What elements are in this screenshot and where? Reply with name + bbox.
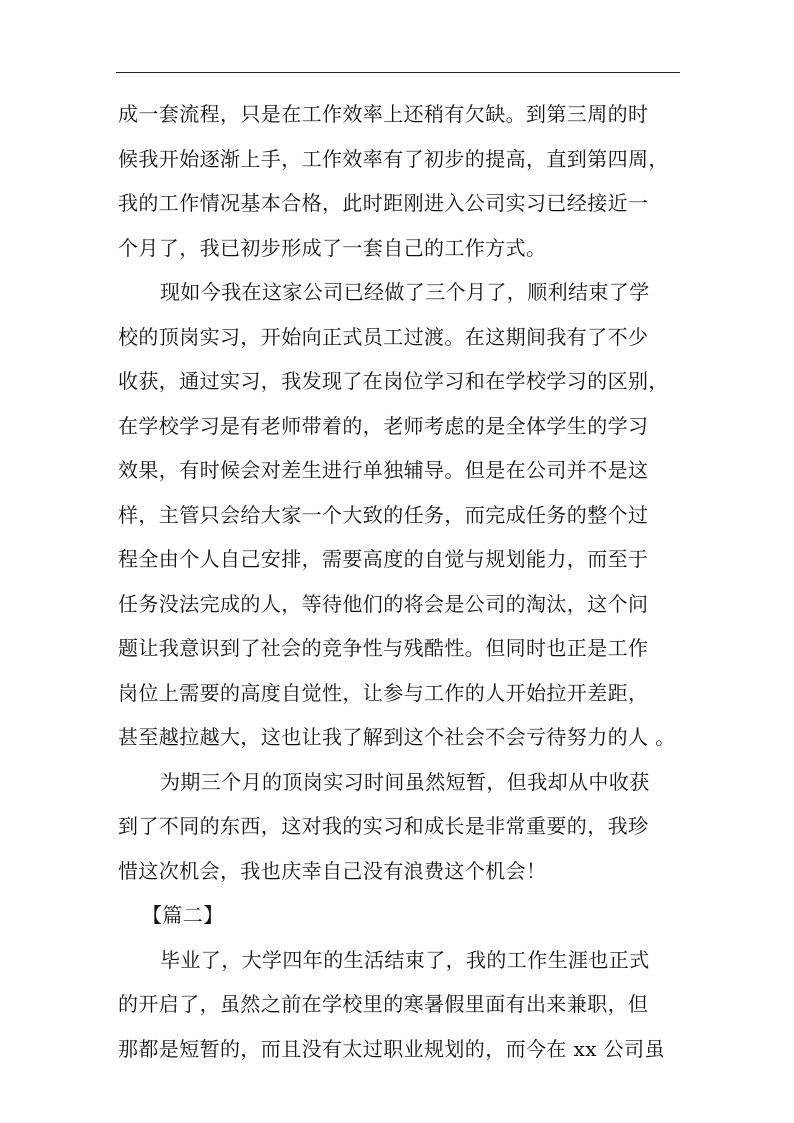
paragraph-first-line: 现如今我在这家公司已经做了三个月了，顺利结束了学 xyxy=(160,280,650,304)
text-line: 那都是短暂的，而且没有太过职业规划的，而今在 xx 公司虽 xyxy=(118,1036,665,1061)
text-line: 甚至越拉越大，这也让我了解到这个社会不会亏待努力的人 。 xyxy=(118,725,676,749)
text-line: 收获，通过实习，我发现了在岗位学习和在学校学习的区别， xyxy=(118,369,669,393)
text-line: 个月了，我已初步形成了一套自己的工作方式。 xyxy=(118,235,547,260)
text-line: 岗位上需要的高度自觉性，让参与工作的人开始拉开差距， xyxy=(118,680,649,705)
text-line: 到了不同的东西，这对我的实习和成长是非常重要的，我珍 xyxy=(118,814,649,838)
header-rule xyxy=(116,72,680,73)
paragraph-first-line: 毕业了，大学四年的生活结束了，我的工作生涯也正式 xyxy=(160,947,650,972)
text-line: 我的工作情况基本合格，此时距刚进入公司实习已经接近一 xyxy=(118,191,649,215)
text-line: 任务没法完成的人，等待他们的将会是公司的淘汰，这个问 xyxy=(118,591,649,616)
text-line: 样，主管只会给大家一个大致的任务，而完成任务的整个过 xyxy=(118,502,649,527)
text-line: 校的顶岗实习，开始向正式员工过渡。在这期间我有了不少 xyxy=(118,324,649,349)
text-line: 的开启了，虽然之前在学校里的寒暑假里面有出来兼职，但 xyxy=(118,992,649,1016)
text-line: 效果，有时候会对差生进行单独辅导。但是在公司并不是这 xyxy=(118,458,649,482)
text-line: 惜这次机会，我也庆幸自己没有浪费这个机会！ xyxy=(118,858,547,883)
text-line: 候我开始逐渐上手，工作效率有了初步的提高，直到第四周， xyxy=(118,146,669,171)
section-heading: 【篇二】 xyxy=(142,903,224,927)
text-line: 成一套流程，只是在工作效率上还稍有欠缺。到第三周的时 xyxy=(118,102,649,126)
text-line: 题让我意识到了社会的竞争性与残酷性。但同时也正是工作 xyxy=(118,636,649,660)
paragraph-first-line: 为期三个月的顶岗实习时间虽然短暂，但我却从中收获 xyxy=(160,769,650,794)
body-text xyxy=(118,92,684,1071)
text-line: 在学校学习是有老师带着的，老师考虑的是全体学生的学习 xyxy=(118,413,649,438)
text-line: 程全由个人自己安排，需要高度的自觉与规划能力，而至于 xyxy=(118,547,649,571)
